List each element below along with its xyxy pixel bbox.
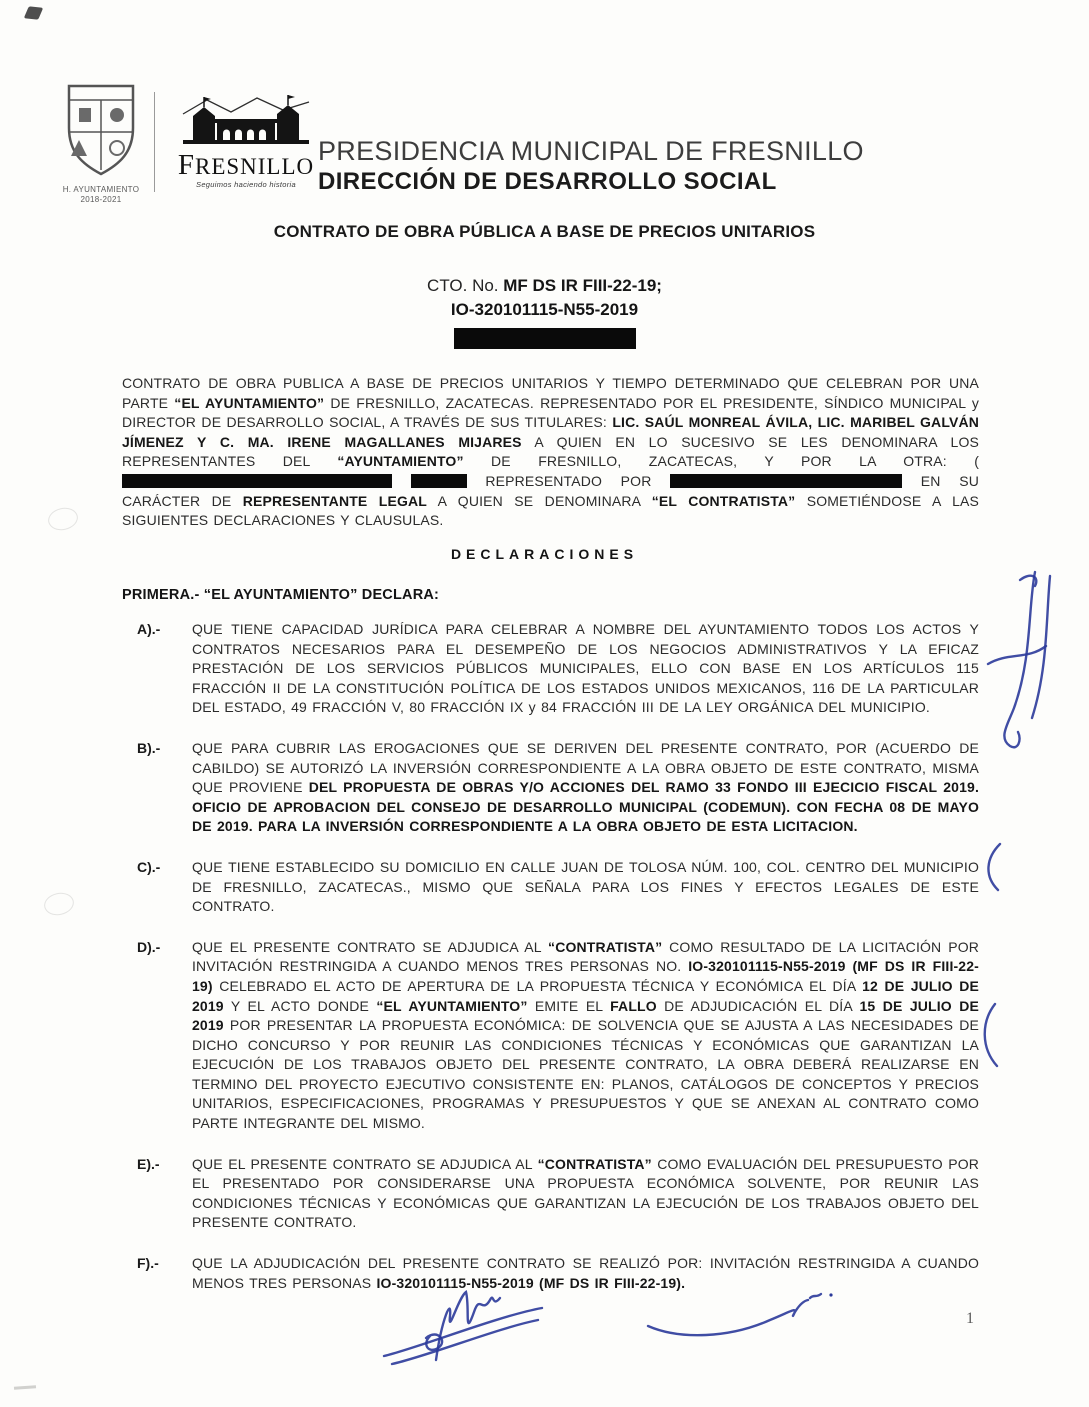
text-run: 15 DE JULIO DE 2019 xyxy=(192,997,979,1034)
text-run: DE ADJUDICACIÓN EL DÍA xyxy=(656,997,860,1014)
clause-text xyxy=(192,1254,979,1293)
text-run xyxy=(392,473,411,489)
text-run: “EL CONTRATISTA” xyxy=(651,492,796,509)
cto-prefix: CTO. No. xyxy=(427,276,504,295)
signature-center xyxy=(378,1278,550,1373)
document-title: CONTRATO DE OBRA PÚBLICA A BASE DE PRECIOS UNITARIOS xyxy=(273,222,816,241)
text-run: REPRESENTANTE LEGAL xyxy=(242,492,427,509)
text-run: A QUIEN EN LO SUCESIVO SE LES DENOMINARA LOS REPRESENTANTES DEL xyxy=(122,433,979,470)
clause-item xyxy=(122,1254,979,1293)
text-run: CONTRATO DE OBRA PUBLICA A BASE DE PRECIOS UNITARIOS Y TIEMPO DETERMINADO QUE CELEBRAN POR UNA PARTE xyxy=(122,375,979,411)
text-run: QUE EL PRESENTE CONTRATO SE ADJUDICA AL xyxy=(192,938,549,955)
text-run: FALLO xyxy=(610,997,657,1014)
clauses xyxy=(122,620,979,1314)
redaction-bar xyxy=(411,474,467,488)
clause-text xyxy=(192,1155,979,1233)
text-run: DE FRESNILLO, ZACATECAS, Y POR LA OTRA: ( xyxy=(463,453,980,470)
clause-item xyxy=(122,739,979,837)
text-run: IO-320101115-N55-2019 (MF DS IR FIII-22-19). xyxy=(376,1274,686,1291)
redaction-bar xyxy=(122,474,392,488)
text-run: SOMETIÉNDOSE A LAS SIGUIENTES DECLARACIONES Y CLAUSULAS. xyxy=(122,492,979,529)
text-run: CELEBRADO EL ACTO DE APERTURA DE LA PROPUESTA TÉCNICA Y ECONÓMICA EL DÍA xyxy=(212,977,863,994)
redaction-bar xyxy=(670,474,902,488)
signature-right xyxy=(640,1288,840,1343)
fresnillo-wordmark: FRESNILLO xyxy=(177,149,315,181)
clause-item xyxy=(122,938,979,1134)
text-run: COMO RESULTADO DE LA LICITACIÓN POR INVITACIÓN RESTRINGIDA A CUANDO MENOS TRES PERSONAS NO. xyxy=(192,938,979,975)
clause-label: F).- xyxy=(137,1255,159,1272)
text-run: “EL AYUNTAMIENTO” xyxy=(376,997,528,1014)
clause-label: A).- xyxy=(137,621,161,637)
punch-hole-artifact xyxy=(46,505,80,533)
org-title: PRESIDENCIA MUNICIPAL DE FRESNILLO xyxy=(318,136,864,166)
clause-item xyxy=(122,1155,979,1233)
intro-paragraph xyxy=(122,374,979,531)
text-run: QUE LA ADJUDICACIÓN DEL PRESENTE CONTRATO SE REALIZÓ POR: INVITACIÓN RESTRINGIDA A CUANDO MENOS TRES PERSONAS xyxy=(192,1255,979,1291)
clause-item xyxy=(122,858,979,917)
declarations-title: DECLARACIONES xyxy=(450,546,639,562)
contract-number-block xyxy=(0,276,1089,349)
primera-heading: PRIMERA.- “EL AYUNTAMIENTO” DECLARA: xyxy=(122,587,440,603)
text-run: LIC. SAÚL MONREAL ÁVILA, LIC. MARIBEL GALVÁN JÍMENEZ Y C. MA. IRENE MAGALLANES MIJARES xyxy=(122,414,979,450)
text-run: QUE EL PRESENTE CONTRATO SE ADJUDICA AL xyxy=(192,1155,538,1172)
text-run: POR PRESENTAR LA PROPUESTA ECONÓMICA: DE SOLVENCIA QUE SE AJUSTA A LAS NECESIDADES DE DICHO CONCURSO Y POR REUNIR LAS CONDICIONES TÉCNICAS Y ECONÓMICAS QUE GARANTIZAN LA EJECUCIÓN DE LOS TRABAJOS OBJETO DEL PRESENTE CONTRATO, LA OBRA DEBERÁ REALIZARSE EN TERMINO DEL PROYECTO EJECUTIVO CONSISTENTE EN: PLANOS, CATÁLOGOS DE CONCEPTOS Y PRECIOS UNITARIOS, ESPECIFICACIONES, PROGRAMAS Y PRESUPUESTOS Y QUE SE ANEXAN AL CONTRATO COMO PARTE INTEGRANTE DEL MISMO. xyxy=(192,1017,979,1132)
text-run: DE FRESNILLO, ZACATECAS. REPRESENTADO POR EL PRESIDENTE, SÍNDICO MUNICIPAL y DIRECTOR DE DESARROLLO SOCIAL, A TRAVÉS DE SUS TITULARES: xyxy=(122,394,979,431)
text-run: EN SU CARÁCTER DE xyxy=(122,472,979,509)
fresnillo-logo xyxy=(172,94,320,189)
margin-initials-ink xyxy=(980,568,1065,773)
clause-text xyxy=(192,620,979,718)
text-run: “EL AYUNTAMIENTO” xyxy=(174,394,325,411)
clause-text xyxy=(192,938,979,1134)
org-subtitle: DIRECCIÓN DE DESARROLLO SOCIAL xyxy=(318,168,777,195)
text-run: IO-320101115-N55-2019 (MF DS IR FIII-22-19) xyxy=(192,958,979,994)
municipal-crest-logo xyxy=(56,82,146,205)
text-run: DEL PROPUESTA DE OBRAS Y/O ACCIONES DEL RAMO 33 FONDO III EJECICIO FISCAL 2019. OFICIO DE APROBACION DEL CONSEJO DE DESARROLLO MUNICIPAL (CODEMUN). CON FECHA 08 DE MAYO DE 2019. PARA LA INVERSIÓN CORRESPONDIENTE A LA OBRA OBJETO DE ESTA LICITACION. xyxy=(192,779,979,835)
clause-text xyxy=(192,858,979,917)
text-run: “CONTRATISTA” xyxy=(548,938,663,955)
text-run: “CONTRATISTA” xyxy=(537,1155,652,1172)
page-number: 1 xyxy=(966,1310,974,1327)
clause-label: E).- xyxy=(137,1155,160,1172)
text-run: REPRESENTADO POR xyxy=(466,472,671,489)
text-run: QUE TIENE CAPACIDAD JURÍDICA PARA CELEBRAR A NOMBRE DEL AYUNTAMIENTO TODOS LOS ACTOS Y CONTRATOS NECESARIOS PARA EL DESEMPEÑO DE LOS NEGOCIOS ADMINISTRATIVOS Y LA EFICAZ PRESTACIÓN DE LOS SERVICIOS PÚBLICOS MUNICIPALES, ELLO CON BASE EN LOS ARTÍCULOS 115 FRACCIÓN II DE LA CONSTITUCIÓN POLÍTICA DE LOS ESTADOS UNIDOS MEXICANOS, 116 DE LA PARTICULAR DEL ESTADO, 49 FRACCIÓN V, 80 FRACCIÓN IX y 84 FRACCIÓN III DE LA LEY ORGÁNICA DEL MUNICIPIO. xyxy=(192,621,979,716)
clause-label: C).- xyxy=(137,858,161,875)
text-run: A QUIEN SE DENOMINARA xyxy=(427,492,652,509)
crest-caption-line1: H. AYUNTAMIENTO xyxy=(62,185,140,194)
io-number: IO-320101115-N55-2019 xyxy=(450,300,639,319)
cto-number: MF DS IR FIII-22-19; xyxy=(503,276,662,295)
text-run: Y EL ACTO DONDE xyxy=(223,997,377,1014)
contract-number-line xyxy=(0,276,1089,296)
text-run: QUE PARA CUBRIR LAS EROGACIONES QUE SE DERIVEN DEL PRESENTE CONTRATO, POR (ACUERDO DE CABILDO) SE AUTORIZÓ LA INVERSIÓN CORRESPONDIENTE A LA OBRA OBJETO DE ESTE CONTRATO, MISMA QUE PROVIENE xyxy=(192,739,979,796)
margin-ink-stroke xyxy=(978,840,1008,895)
clause-item xyxy=(122,620,979,718)
text-run: COMO EVALUACIÓN DEL PRESUPUESTO POR EL PRESENTADO POR CONSIDERARSE UNA PROPUESTA ECONÓMICA SOLVENTE, POR REUNIR LAS CONDICIONES TÉCNICAS Y ECONÓMICAS QUE GARANTIZAN LA EJECUCIÓN DE LOS TRABAJOS OBJETO DEL PRESENTE CONTRATO. xyxy=(192,1155,980,1231)
text-run: 12 DE JULIO DE 2019 xyxy=(192,977,979,1014)
clause-text xyxy=(192,739,979,837)
text-run: QUE TIENE ESTABLECIDO SU DOMICILIO EN CALLE JUAN DE TOLOSA NÚM. 100, COL. CENTRO DEL MUNICIPIO DE FRESNILLO, ZACATECAS., MISMO QUE SEÑALA PARA LOS FINES Y EFECTOS LEGALES DE ESTE CONTRATO. xyxy=(192,858,979,915)
fresnillo-tagline: Seguimos haciendo historia xyxy=(196,180,296,189)
text-run: EMITE EL xyxy=(527,997,611,1014)
crest-caption-line2: 2018-2021 xyxy=(80,195,122,204)
scan-artifact-corner xyxy=(14,1385,36,1390)
header-divider xyxy=(154,92,155,192)
redaction-bar xyxy=(454,328,636,349)
scan-artifact-corner xyxy=(24,6,44,20)
crest-icon xyxy=(59,82,143,178)
clause-label: B).- xyxy=(137,739,161,756)
margin-ink-stroke xyxy=(975,1000,1005,1070)
text-run: “AYUNTAMIENTO” xyxy=(337,453,464,470)
clause-label: D).- xyxy=(137,938,161,955)
header-titles xyxy=(318,136,938,196)
punch-hole-artifact xyxy=(42,890,76,918)
fresnillo-building-icon xyxy=(181,94,311,146)
